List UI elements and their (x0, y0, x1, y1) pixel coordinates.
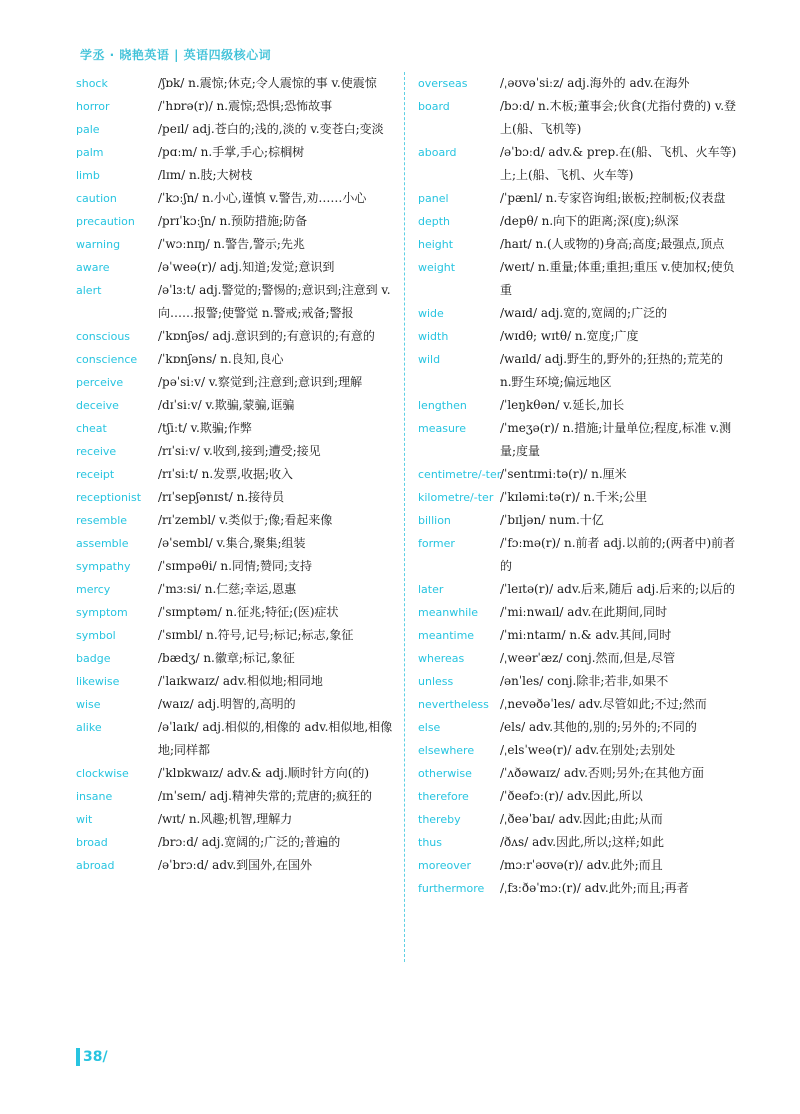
vocab-entry (418, 325, 738, 348)
vocab-definition: /bɔːd/ n.木板;董事会;伙食(尤指付费的) v.登上(船、飞机等) (500, 99, 737, 136)
vocab-entry (76, 578, 398, 601)
vocab-entry (418, 256, 738, 302)
vocab-word: panel (418, 192, 449, 205)
page-header: 学丞 · 晓艳英语 | 英语四级核心词 (80, 48, 272, 62)
vocab-definition: /tʃiːt/ v.欺骗;作弊 (158, 421, 252, 435)
vocab-word: width (418, 330, 449, 343)
vocab-word: whereas (418, 652, 465, 665)
vocab-definition: /dɪˈsiːv/ v.欺骗,蒙骗,诓骗 (158, 398, 295, 412)
vocab-word: shock (76, 77, 108, 90)
vocab-word: thus (418, 836, 442, 849)
vocab-word: elsewhere (418, 744, 475, 757)
vocab-word: horror (76, 100, 110, 113)
vocab-entry (76, 233, 398, 256)
vocab-definition: /ˈleɪtə(r)/ adv.后来,随后 adj.后来的;以后的 (500, 582, 736, 596)
vocab-word: unless (418, 675, 454, 688)
vocab-definition: /wɪt/ n.风趣;机智,理解力 (158, 812, 293, 826)
vocab-word: wise (76, 698, 101, 711)
vocab-definition: /ˈfɔːmə(r)/ n.前者 adj.以前的;(两者中)前者的 (500, 536, 736, 573)
vocab-definition: /els/ adv.其他的,别的;另外的;不同的 (500, 720, 697, 734)
vocab-entry (76, 256, 398, 279)
vocab-definition: /ˈmiːnwaɪl/ adv.在此期间,同时 (500, 605, 668, 619)
vocab-entry (76, 394, 398, 417)
vocab-entry (76, 417, 398, 440)
vocab-word: abroad (76, 859, 115, 872)
vocab-entry (76, 624, 398, 647)
vocab-definition: /ˈmeʒə(r)/ n.措施;计量单位;程度,标准 v.测量;度量 (500, 421, 732, 458)
vocab-definition: /peɪl/ adj.苍白的;浅的,淡的 v.变苍白;变淡 (158, 122, 384, 136)
vocab-definition: /əˈweə(r)/ adj.知道;发觉;意识到 (158, 260, 335, 274)
vocab-word: likewise (76, 675, 120, 688)
vocab-word: symptom (76, 606, 128, 619)
column-divider (404, 72, 405, 962)
vocab-definition: /mɔːrˈəʊvə(r)/ adv.此外;而且 (500, 858, 663, 872)
vocab-definition: /ˈmiːntaɪm/ n.& adv.其间,同时 (500, 628, 672, 642)
vocab-entry (76, 647, 398, 670)
vocab-word: weight (418, 261, 456, 274)
vocab-entry (76, 716, 398, 762)
vocab-entry (418, 877, 738, 900)
vocab-definition: /ðʌs/ adv.因此,所以;这样;如此 (500, 835, 664, 849)
vocab-word: assemble (76, 537, 129, 550)
vocab-entry (76, 854, 398, 877)
vocab-entry (418, 187, 738, 210)
vocab-definition: /waɪz/ adj.明智的,高明的 (158, 697, 296, 711)
vocab-entry (418, 762, 738, 785)
vocab-definition: /ʃɒk/ n.震惊;休克;令人震惊的事 v.使震惊 (158, 76, 377, 90)
vocab-word: conscious (76, 330, 131, 343)
vocab-word: meanwhile (418, 606, 479, 619)
vocab-definition: /bædʒ/ n.徽章;标记,象征 (158, 651, 295, 665)
vocab-entry (76, 348, 398, 371)
vocab-word: centimetre/-ter (418, 468, 502, 481)
vocab-definition: /ˈkɔːʃn/ n.小心,谨慎 v.警告,劝……小心 (158, 191, 367, 205)
vocab-entry (76, 279, 398, 325)
vocab-definition: /brɔːd/ adj.宽阔的;广泛的;普遍的 (158, 835, 341, 849)
vocab-entry (76, 463, 398, 486)
vocab-entry (418, 716, 738, 739)
vocab-word: resemble (76, 514, 128, 527)
vocab-word: broad (76, 836, 108, 849)
vocab-word: otherwise (418, 767, 472, 780)
vocab-definition: /lɪm/ n.肢;大树枝 (158, 168, 253, 182)
vocab-word: mercy (76, 583, 111, 596)
vocab-word: palm (76, 146, 104, 159)
vocab-word: insane (76, 790, 113, 803)
vocab-definition: /rɪˈsiːv/ v.收到,接到;遭受;接见 (158, 444, 321, 458)
vocab-entry (76, 762, 398, 785)
vocab-word: aboard (418, 146, 457, 159)
vocab-definition: /ˈkɪləmiːtə(r)/ n.千米;公里 (500, 490, 648, 504)
right-column (418, 72, 738, 900)
vocab-word: cheat (76, 422, 107, 435)
vocab-word: pale (76, 123, 100, 136)
vocab-definition: /ˈðeəfɔː(r)/ adv.因此,所以 (500, 789, 643, 803)
vocab-entry (418, 394, 738, 417)
page-number: 38/ (76, 1048, 108, 1066)
vocab-word: billion (418, 514, 451, 527)
vocab-word: depth (418, 215, 451, 228)
vocab-definition: /əˈbɔːd/ adv.& prep.在(船、飞机、火车等)上;上(船、飞机、火车等) (500, 145, 737, 182)
vocab-word: former (418, 537, 455, 550)
vocab-word: later (418, 583, 444, 596)
vocab-word: conscience (76, 353, 138, 366)
vocab-entry (418, 72, 738, 95)
vocab-word: nevertheless (418, 698, 489, 711)
vocab-entry (76, 95, 398, 118)
vocab-entry (418, 624, 738, 647)
vocab-definition: /ˈklɒkwaɪz/ adv.& adj.顺时针方向(的) (158, 766, 370, 780)
vocab-definition: /waɪld/ adj.野生的,野外的;狂热的;荒芜的 n.野生环境;偏远地区 (500, 352, 723, 389)
vocab-entry (76, 555, 398, 578)
vocab-word: meantime (418, 629, 475, 642)
vocab-definition: /ənˈles/ conj.除非;若非,如果不 (500, 674, 669, 688)
vocab-word: receive (76, 445, 117, 458)
vocab-entry (76, 670, 398, 693)
left-column (76, 72, 398, 877)
vocab-definition: /əˈsembl/ v.集合,聚集;组装 (158, 536, 306, 550)
vocab-definition: /ˈʌðəwaɪz/ adv.否则;另外;在其他方面 (500, 766, 704, 780)
vocab-definition: /ˈleŋkθən/ v.延长,加长 (500, 398, 625, 412)
vocab-word: kilometre/-ter (418, 491, 494, 504)
vocab-entry (76, 72, 398, 95)
vocab-definition: /ˌnevəðəˈles/ adv.尽管如此;不过;然而 (500, 697, 707, 711)
vocab-entry (418, 739, 738, 762)
vocab-entry (418, 647, 738, 670)
vocab-entry (418, 670, 738, 693)
vocab-definition: /ˈsɪmpəθi/ n.同情;赞同;支持 (158, 559, 313, 573)
vocab-word: else (418, 721, 441, 734)
vocab-entry (418, 348, 738, 394)
vocab-entry (76, 210, 398, 233)
vocab-word: height (418, 238, 454, 251)
vocab-entry (76, 693, 398, 716)
vocab-definition: /prɪˈkɔːʃn/ n.预防措施;防备 (158, 214, 308, 228)
vocab-definition: /rɪˈsiːt/ n.发票,收据;收入 (158, 467, 294, 481)
vocab-entry (418, 141, 738, 187)
vocab-word: warning (76, 238, 121, 251)
vocab-definition: /ˈlaɪkwaɪz/ adv.相似地;相同地 (158, 674, 323, 688)
vocab-word: wit (76, 813, 93, 826)
vocab-definition: /weɪt/ n.重量;体重;重担;重压 v.使加权;使负重 (500, 260, 735, 297)
vocab-word: precaution (76, 215, 135, 228)
vocab-definition: /ɪnˈseɪn/ adj.精神失常的;荒唐的;疯狂的 (158, 789, 373, 803)
vocab-definition: /ˈmɜːsi/ n.仁慈;幸运,恩惠 (158, 582, 297, 596)
vocab-definition: /haɪt/ n.(人或物的)身高;高度;最强点,顶点 (500, 237, 725, 251)
vocab-entry (76, 486, 398, 509)
vocab-entry (418, 95, 738, 141)
vocab-entry (418, 785, 738, 808)
vocab-word: badge (76, 652, 111, 665)
vocab-entry (418, 417, 738, 463)
vocab-definition: /əˈbrɔːd/ adv.到国外,在国外 (158, 858, 312, 872)
vocab-definition: /ˈkɒnʃəns/ n.良知,良心 (158, 352, 284, 366)
vocab-entry (418, 831, 738, 854)
vocab-definition: /depθ/ n.向下的距离;深(度);纵深 (500, 214, 679, 228)
vocab-definition: /ˈhɒrə(r)/ n.震惊;恐惧;恐怖故事 (158, 99, 333, 113)
vocab-entry (76, 532, 398, 555)
vocab-entry (76, 164, 398, 187)
vocab-definition: /ˌəʊvəˈsiːz/ adj.海外的 adv.在海外 (500, 76, 690, 90)
vocab-entry (76, 509, 398, 532)
vocab-definition: /ˈbɪljən/ num.十亿 (500, 513, 604, 527)
vocab-definition: /əˈlaɪk/ adj.相似的,相像的 adv.相似地,相像地;同样都 (158, 720, 393, 757)
vocab-entry (76, 808, 398, 831)
vocab-word: furthermore (418, 882, 485, 895)
vocab-word: receptionist (76, 491, 142, 504)
vocab-entry (418, 302, 738, 325)
vocab-word: overseas (418, 77, 468, 90)
vocab-definition: /ˈpænl/ n.专家咨询组;嵌板;控制板;仪表盘 (500, 191, 726, 205)
vocab-word: limb (76, 169, 100, 182)
vocab-definition: /waɪd/ adj.宽的,宽阔的;广泛的 (500, 306, 668, 320)
vocab-word: wild (418, 353, 441, 366)
vocab-word: symbol (76, 629, 116, 642)
vocab-entry (418, 486, 738, 509)
vocab-word: alike (76, 721, 102, 734)
vocab-definition: /ˈsɪmbl/ n.符号,记号;标记;标志,象征 (158, 628, 354, 642)
vocab-entry (76, 831, 398, 854)
vocab-entry (418, 854, 738, 877)
vocab-definition: /rɪˈsepʃənɪst/ n.接待员 (158, 490, 285, 504)
vocab-word: wide (418, 307, 444, 320)
vocab-entry (418, 808, 738, 831)
vocab-entry (418, 578, 738, 601)
vocab-word: aware (76, 261, 110, 274)
vocab-entry (76, 785, 398, 808)
vocab-word: board (418, 100, 450, 113)
vocab-word: therefore (418, 790, 469, 803)
vocab-definition: /ˈsentɪmiːtə(r)/ n.厘米 (500, 467, 627, 481)
vocab-entry (418, 601, 738, 624)
vocab-word: receipt (76, 468, 115, 481)
vocab-definition: /pɑːm/ n.手掌,手心;棕榈树 (158, 145, 305, 159)
vocab-word: measure (418, 422, 466, 435)
vocab-word: sympathy (76, 560, 131, 573)
vocab-entry (418, 463, 738, 486)
vocab-definition: /ˌðeəˈbaɪ/ adv.因此;由此;从而 (500, 812, 663, 826)
vocab-definition: /rɪˈzembl/ v.类似于;像;看起来像 (158, 513, 333, 527)
vocab-entry (76, 118, 398, 141)
vocab-entry (76, 440, 398, 463)
vocab-entry (418, 532, 738, 578)
vocab-word: thereby (418, 813, 461, 826)
vocab-entry (418, 233, 738, 256)
vocab-entry (76, 371, 398, 394)
vocab-definition: /ˈkɒnʃəs/ adj.意识到的;有意识的;有意的 (158, 329, 375, 343)
vocab-entry (76, 141, 398, 164)
vocab-entry (418, 210, 738, 233)
vocab-entry (76, 601, 398, 624)
vocab-entry (418, 693, 738, 716)
vocab-word: caution (76, 192, 117, 205)
vocab-entry (418, 509, 738, 532)
vocab-definition: /ˌelsˈweə(r)/ adv.在别处;去别处 (500, 743, 676, 757)
vocab-word: clockwise (76, 767, 129, 780)
vocab-word: deceive (76, 399, 119, 412)
vocab-definition: /əˈlɜːt/ adj.警觉的;警惕的;意识到;注意到 v.向……报警;使警觉 n.警戒;戒备;警报 (158, 283, 391, 320)
vocab-word: alert (76, 284, 102, 297)
vocab-word: moreover (418, 859, 472, 872)
vocab-word: perceive (76, 376, 124, 389)
vocab-definition: /ˈwɔːnɪŋ/ n.警告,警示;先兆 (158, 237, 305, 251)
vocab-definition: /ˌweərˈæz/ conj.然而,但是,尽管 (500, 651, 676, 665)
vocab-word: lengthen (418, 399, 467, 412)
vocab-entry (76, 187, 398, 210)
vocab-entry (76, 325, 398, 348)
vocab-definition: /ˌfɜːðəˈmɔː(r)/ adv.此外;而且;再者 (500, 881, 689, 895)
vocab-definition: /ˈsɪmptəm/ n.征兆;特征;(医)症状 (158, 605, 339, 619)
vocab-definition: /pəˈsiːv/ v.察觉到;注意到;意识到;理解 (158, 375, 363, 389)
vocab-definition: /wɪdθ; wɪtθ/ n.宽度;广度 (500, 329, 639, 343)
